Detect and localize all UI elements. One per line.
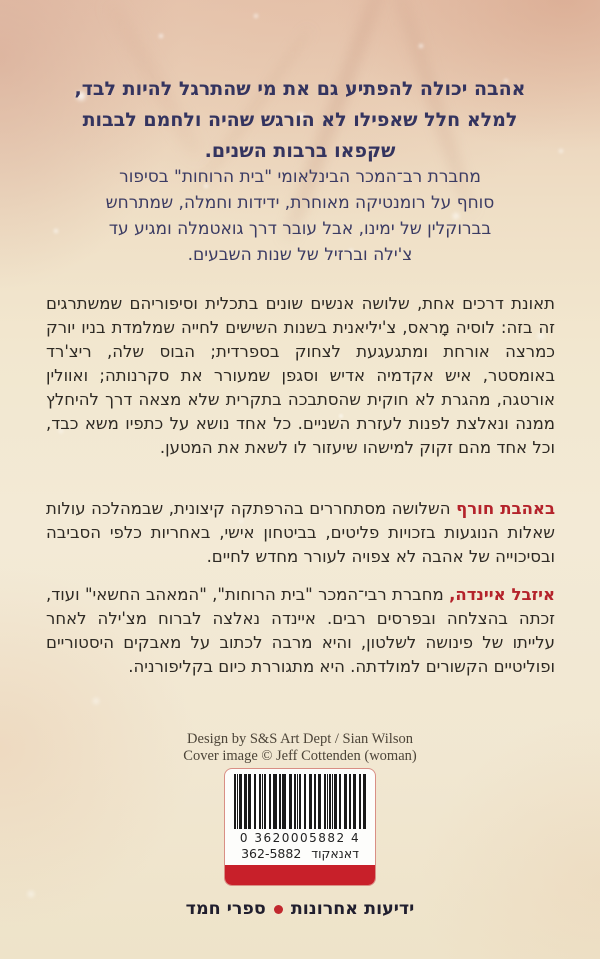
author-bio-paragraph (46, 583, 555, 679)
theme-paragraph-text: השלושה מסתחררים בהרפתקה קיצונית, שבמהלכה עולות שאלות הנוגעות בזכויות פליטים, בביטחון אישי, באחריות כלפי הסביבה ובסיכוייה של אהבה לא צפויה לעורר מחדש לחיים. (46, 499, 555, 566)
design-credit-line: Design by S&S Art Dept / Sian Wilson (187, 731, 413, 747)
red-band (225, 865, 375, 885)
barcode-sticker (224, 768, 376, 886)
danacode-label: דאנאקוד (311, 846, 359, 861)
author-bio-text: מחברת רבי־המכר "בית הרוחות", "המאהב החשאי" ועוד, זכתה בהצלחה ובפרסים רבים. איינדה נאלצה לברוח מצ'ילה לאחר עלייתו של פינושה לשלטון, והיא מרבה לכתוב על מאבקים היסטוריים ופוליטיים הקשורים למולדתה. היא מתגוררת כיום בקליפורניה. (46, 585, 555, 676)
tagline-line-3: שקפאו ברבות השנים. (204, 140, 396, 162)
intro-line-1: מחברת רב־המכר הבינלאומי "בית הרוחות" בסיפור (119, 167, 481, 187)
book-title-highlight: באהבת חורף (456, 499, 556, 518)
danacode-line (225, 846, 375, 861)
publisher-name: ידיעות אחרונות (290, 899, 415, 919)
synopsis-paragraph: תאונת דרכים אחת, שלושה אנשים שונים בתכלית וסיפוריהם שמשתרגים זה בזה: לוסיה מָראס, צ'יליאנית בשנות השישים לחייה שמלמדת בניו יורק כמרצה אורחת ומתגעגעת לצחוק בספרדית; הבוס שלה, ריצ'רד באומסטר, איש אקדמיה אדיש וסגפן שמעורר את סקרנותה; ואוולין אורטגה, מהגרת לא חוקית שהסתבכה בתקרית שלא מצאה דרך להיחלץ ממנה ונאלצת לפנות לעזרת השניים. כל אחד נושא על כתפיו משא כבד, וכל אחד מהם זקוק למישהו שיעזור לו לשאת את המטען. (46, 294, 555, 457)
separator-dot-icon (274, 905, 283, 914)
author-name-highlight: איזבל איינדה, (449, 585, 555, 604)
barcode-number: 0 3620005882 4 (239, 831, 361, 845)
barcode (234, 774, 366, 829)
publisher-footer (0, 899, 600, 919)
theme-paragraph (46, 497, 555, 569)
tagline-line-1: אהבה יכולה להפתיע גם את מי שהתרגל להיות לבד, (74, 78, 526, 100)
danacode-number: 362-5882 (241, 846, 302, 861)
tagline (0, 74, 600, 167)
intro-line-2: סוחף על רומנטיקה מאוחרת, ידידות וחמלה, שמתרחש (105, 193, 495, 213)
imprint-name: ספרי חמד (185, 899, 266, 919)
intro-line-4: צ'ילה וברזיל של שנות השבעים. (187, 245, 413, 265)
intro-line-3: בברוקלין של ימינו, אבל עובר דרך גואטמלה ומגיע עד (108, 219, 492, 239)
intro-paragraph (0, 164, 600, 268)
tagline-line-2: למלא חלל שאפילו לא הורגש שהיה ולחמם לבבות (82, 109, 518, 131)
design-credits (0, 731, 600, 764)
snow-specks (0, 0, 2, 2)
cover-image-credit-line: Cover image © Jeff Cottenden (woman) (183, 747, 417, 764)
